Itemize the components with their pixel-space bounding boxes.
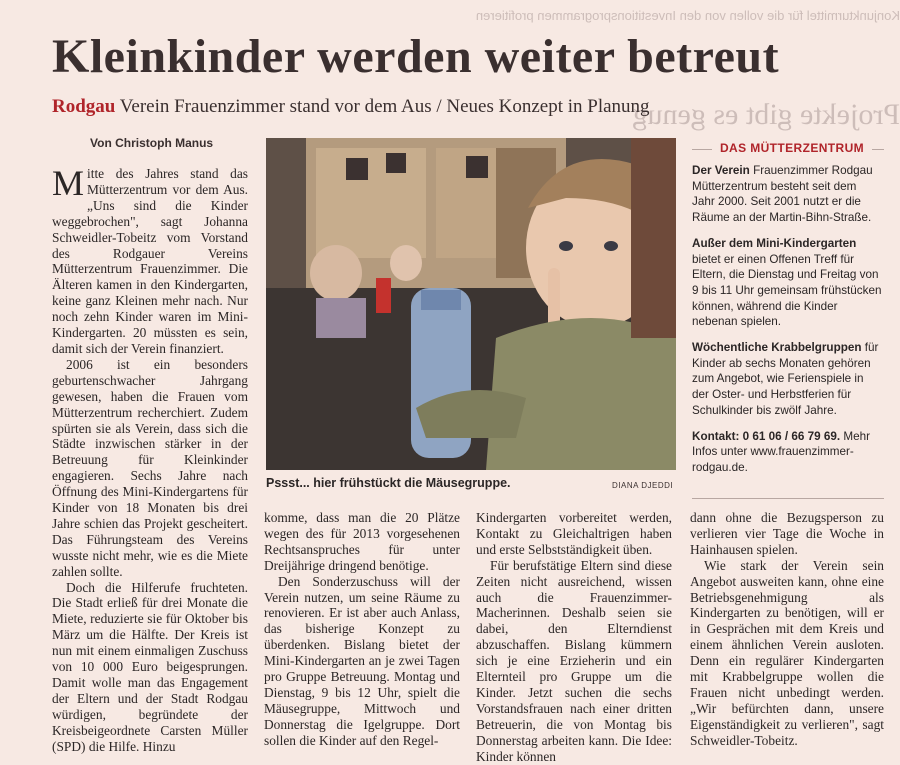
article-paragraph: Wie stark der Verein sein Angebot ausweiten kann, ohne eine Betriebsgenehmigung als Kindergarten zu benötigen, will er in Gesprächen mit dem Kreis und einem ähnlichen Verein ausloten. Denn ein regulärer Kindergarten mit Krabbelgruppe wollen die Frauen nicht unbedingt werden. „Wir befürchten dann, unsere Eigenständigkeit zu verlieren", sagt Schweidler-Tobeitz.: [690, 557, 884, 748]
infobox-text: bietet er einen Offenen Treff für Eltern, die Dienstag und Freitag von 9 bis 11 Uhr gemeinsam frühstücken können, während die Kinder nebenan spielen.: [692, 252, 882, 329]
infobox-bottom-rule: [692, 498, 884, 499]
infobox-paragraph: [692, 236, 882, 330]
infobox-lead: Wöchentliche Krabbelgruppen: [692, 341, 862, 355]
subhead-location: Rodgau: [52, 96, 116, 117]
article-paragraph: Für berufstätige Eltern sind diese Zeiten nicht ausreichend, wissen auch die Frauenzimmer-Macherinnen. Deshalb seien sie dabei, den Elterndienst abzuschaffen. Bislang kümmern sich je eine Erzieherin und ein Elternteil pro Gruppe um die Kinder. Jetzt suchen die sechs Vorstandsfrauen nach einer dritten Betreuerin, die von Montag bis Donnerstag arbeiten kann. Die Idee: Kinder können: [476, 557, 672, 764]
subhead-text: Verein Frauenzimmer stand vor dem Aus / Neues Konzept in Planung: [119, 96, 650, 117]
article-column-4: [690, 510, 884, 749]
infobox-title: DAS MÜTTERZENTRUM: [719, 141, 865, 155]
infobox-lead: Außer dem Mini-Kindergarten: [692, 236, 857, 250]
headline: Kleinkinder werden weiter betreut: [52, 30, 780, 83]
subhead: [52, 96, 772, 118]
article-photo: [266, 138, 676, 470]
infobox-lead: Der Verein: [692, 164, 750, 177]
infobox-paragraph: [692, 163, 882, 226]
byline: Von Christoph Manus: [90, 136, 214, 150]
paragraph-text: itte des Jahres stand das Mütterzentrum vor dem Aus. „Uns sind die Kinder weggebrochen", sagt Johanna Schweidler-Tobeitz vom Vorstand des Rodgauer Vereins Mütterzentrum Frauenzimmer. Die Älteren kamen in den Kindergarten, keine ganz Kleinen mehr nach. Nur noch zehn Kinder waren im Mini-Kindergarten. 20 müssten es sein, damit sich der Verein finanziert.: [52, 166, 248, 356]
article-paragraph: komme, dass man die 20 Plätze wegen des für 2013 vorgesehenen Rechtsanspruches für unter Dreijährige dringend benötige.: [264, 510, 460, 573]
infobox-lead: Kontakt: 0 61 06 / 66 79 69.: [692, 429, 841, 443]
article-paragraph: Den Sonderzuschuss will der Verein nutzen, um seine Räume zu renovieren. Er ist aber auch Anlass, das bisherige Konzept zu überdenken. Bislang bietet der Mini-Kindergarten an je zwei Tagen pro Gruppe Betreuung. Montag und Dienstag, 9 bis 12 Uhr, spielt die Mäusegruppe, Mittwoch und Donnerstag die Igelgruppe. Dort sollen die Kinder auf den Regel-: [264, 573, 460, 748]
article-paragraph: 2006 ist ein besonders geburtenschwacher Jahrgang gewesen, haben die Frauen vom Mütterzentrum recherchiert. Zudem spürten sie als Verein, dass sich die Städte inzwischen stärker in der Betreuung für Kleinkinder engagieren. Sechs Jahre nach Öffnung des Mini-Kindergartens für Kinder von 18 Monaten bis drei Jahre schien das Projekt gescheitert. Das Führungsteam des Vereins wusste nicht mehr, wie es die Miete zahlen sollte.: [52, 356, 248, 579]
child-photo-illustration: [266, 138, 676, 470]
photo-credit: DIANA DJEDDI: [612, 481, 674, 490]
infobox-paragraph: [692, 340, 882, 419]
infobox: [692, 163, 882, 486]
infobox-rule-left: [692, 149, 712, 150]
bleed-through-text-top: Konjunkturmittel für die vollen von den Investitionsprogrammen profitieren: [475, 8, 900, 23]
photo-caption: Pssst... hier frühstückt die Mäusegruppe.: [266, 476, 511, 490]
drop-cap: M: [52, 163, 85, 203]
infobox-text: für Kinder ab sechs Monaten gehören zum Angebot, wie Ferienspiele in der Oster- und Herbstferien für Schulkinder bis zwölf Jahre.: [692, 341, 879, 417]
article-paragraph: dann ohne die Bezugsperson zu verlieren vier Tage die Woche in Hainhausen spielen.: [690, 510, 884, 557]
infobox-rule-right: [872, 149, 884, 150]
article-paragraph: Kindergarten vorbereitet werden, Kontakt zu Gleichaltrigen haben und erste Selbstständigkeit üben.: [476, 510, 672, 557]
article-paragraph: Doch die Hilferufe fruchteten. Die Stadt erließ für drei Monate die Miete, reduzierte sie für Oktober bis März um die Hälfte. Der Kreis ist nun mit einem einmaligen Zuschuss von 10 000 Euro beigesprungen. Damit wolle man das Engagement der Eltern und der Stadt Rodgau würdigen, begründete der Kreisbeigeordnete Carsten Müller (SPD) die Hilfe. Hinzu: [52, 579, 248, 754]
article-column-2: [264, 510, 460, 749]
infobox-text: Mehr Infos unter www.frauenzimmer-rodgau.de.: [692, 429, 871, 474]
article-column-3: [476, 510, 672, 765]
article-column-1: [52, 163, 248, 755]
infobox-paragraph: [692, 429, 882, 476]
article-paragraph: [52, 163, 248, 357]
bleed-through-text-right: Projekte gibt es genug: [632, 98, 900, 131]
infobox-text: Frauenzimmer Rodgau Mütterzentrum besteht seit dem Jahr 2000. Seit 2001 nutzt er die Räume an der Martin-Bihn-Straße.: [692, 164, 873, 225]
